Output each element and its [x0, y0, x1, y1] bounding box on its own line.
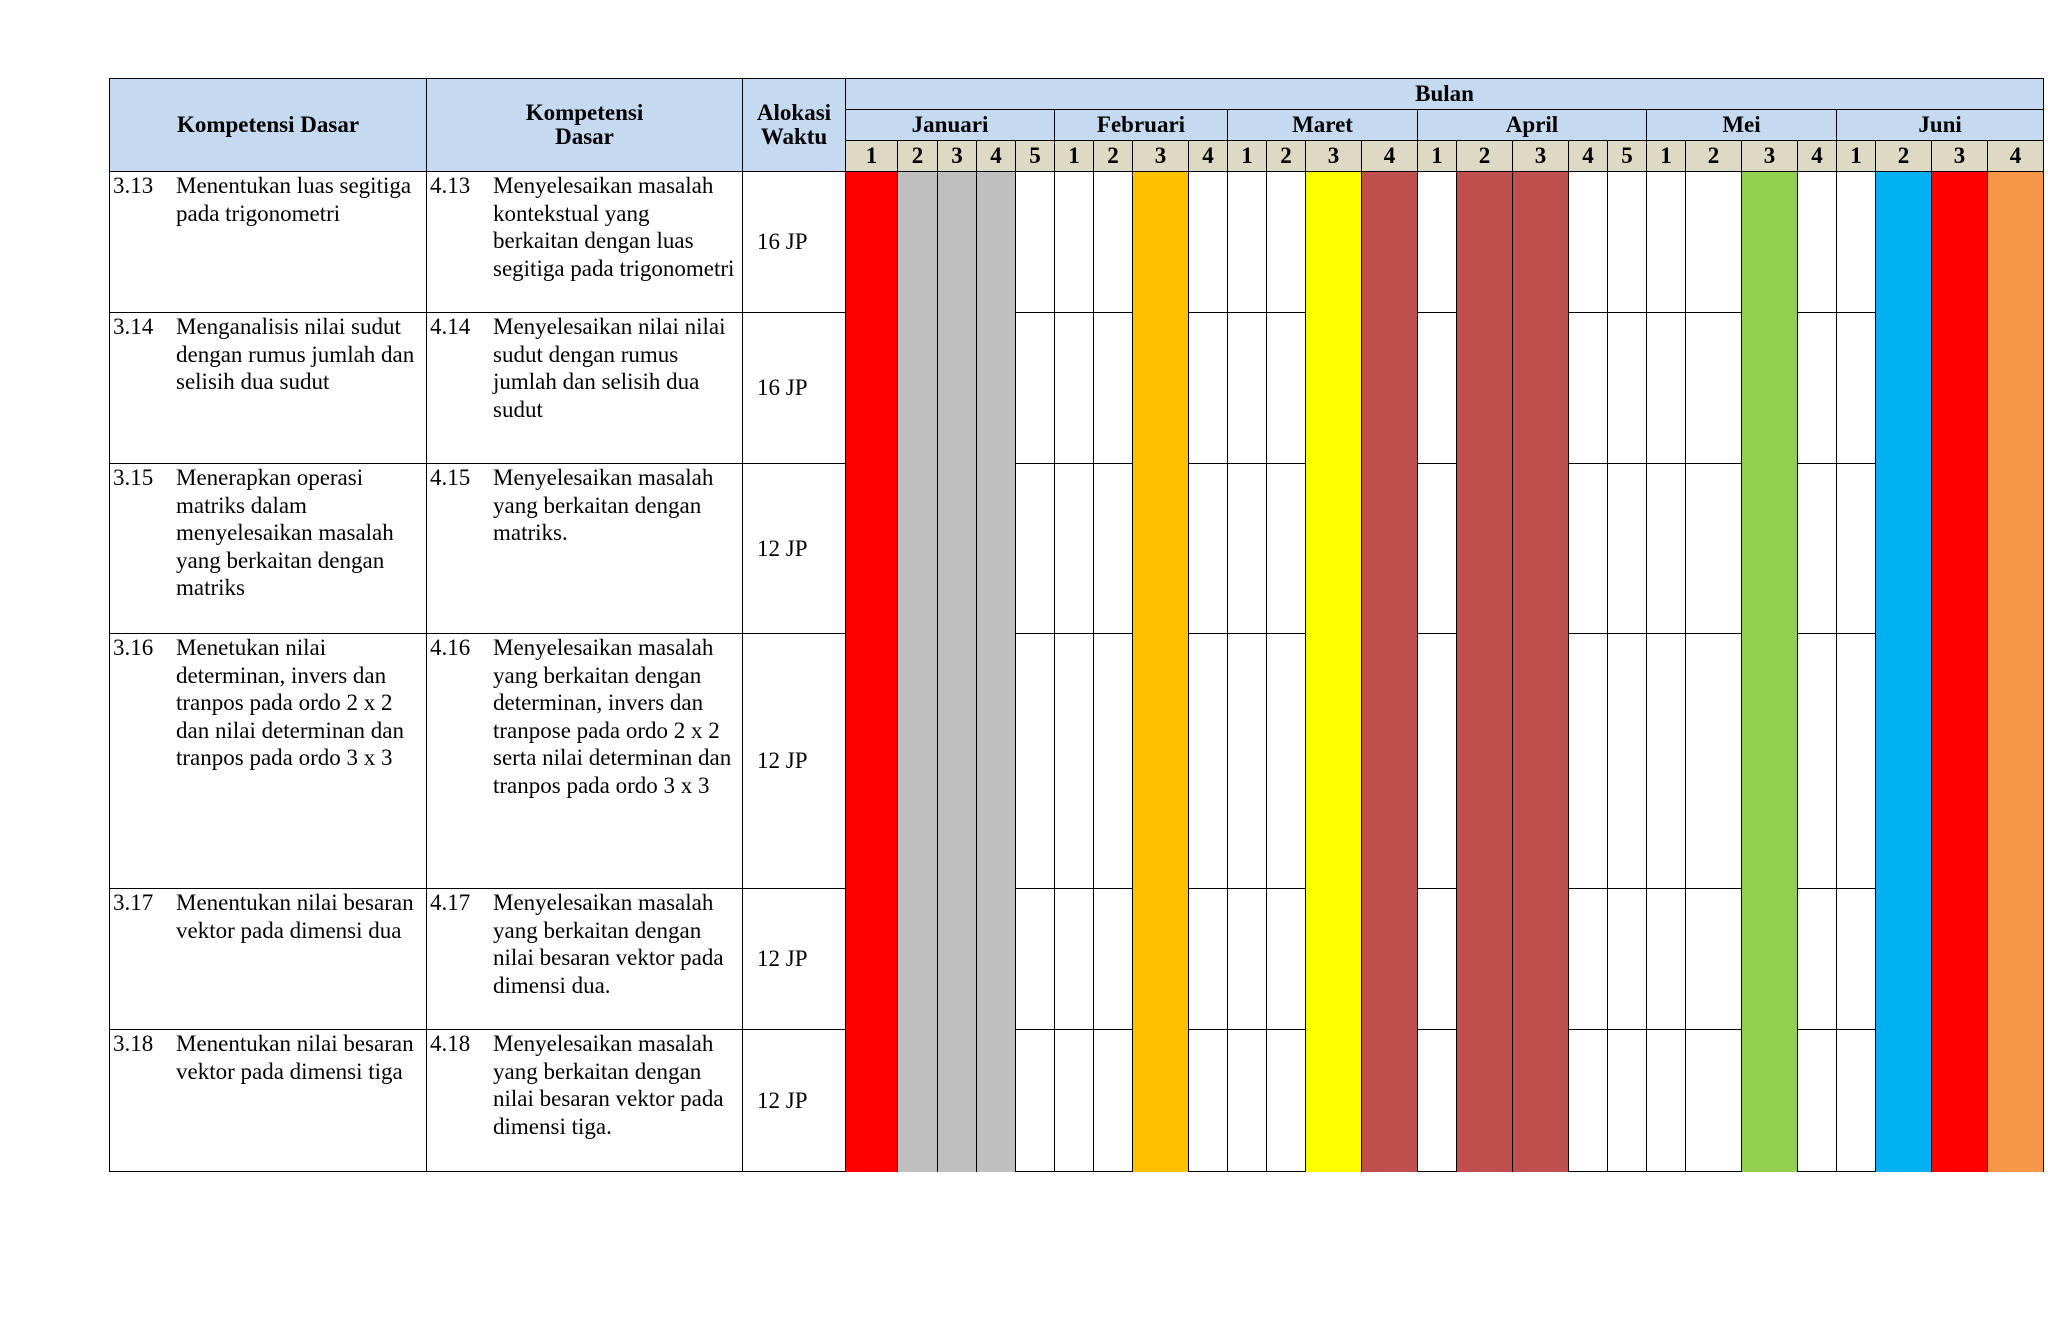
schedule-bar — [1133, 172, 1189, 313]
schedule-bar — [1513, 889, 1569, 1030]
week-cell — [1418, 172, 1457, 313]
schedule-bar — [977, 634, 1016, 889]
week-cell — [1647, 313, 1686, 464]
kd3-cell-text: Menetukan nilai determinan, invers dan tranpos pada ordo 2 x 2 dan nilai determinan dan tranpos pada ordo 3 x 3 — [176, 635, 405, 770]
schedule-bar — [1876, 634, 1932, 889]
month-header: Maret — [1228, 110, 1418, 141]
schedule-bar — [1988, 889, 2044, 1030]
week-cell — [1569, 634, 1608, 889]
kd4-cell — [427, 464, 743, 634]
week-cell — [1418, 1030, 1457, 1172]
schedule-bar — [977, 464, 1016, 634]
kd3-cell — [110, 464, 427, 634]
week-cell — [1055, 313, 1094, 464]
week-cell — [1418, 634, 1457, 889]
week-cell — [1094, 889, 1133, 1030]
week-header: 2 — [1686, 141, 1742, 172]
kd3-cell-number: 3.17 — [113, 890, 154, 915]
schedule-bar — [1932, 313, 1988, 464]
month-header: April — [1418, 110, 1647, 141]
week-cell — [1569, 172, 1608, 313]
schedule-bar — [1742, 634, 1798, 889]
week-cell — [1189, 634, 1228, 889]
week-cell — [1608, 172, 1647, 313]
week-header: 2 — [898, 141, 938, 172]
schedule-bar — [1306, 889, 1362, 1030]
month-header: Mei — [1647, 110, 1837, 141]
week-cell — [1016, 313, 1055, 464]
week-cell — [1837, 889, 1876, 1030]
week-header: 5 — [1608, 141, 1647, 172]
week-header: 3 — [1932, 141, 1988, 172]
kd4-cell-text: Menyelesaikan masalah yang berkaitan dengan determinan, invers dan tranpose pada ordo 2 x 2 serta nilai determinan dan tranpos pada ordo 3 x 3 — [493, 635, 732, 798]
kd3-cell-text: Menentukan luas segitiga pada trigonometri — [176, 173, 412, 226]
week-cell — [1094, 634, 1133, 889]
month-header: Januari — [846, 110, 1055, 141]
schedule-bar — [1988, 464, 2044, 634]
week-cell — [1267, 313, 1306, 464]
week-cell — [1798, 889, 1837, 1030]
week-header: 3 — [1133, 141, 1189, 172]
kd4-cell — [427, 172, 743, 313]
month-header: Februari — [1055, 110, 1228, 141]
schedule-bar — [938, 464, 977, 634]
schedule-bar — [1133, 313, 1189, 464]
schedule-bar — [846, 889, 898, 1030]
kd4-cell-number: 4.16 — [430, 635, 471, 660]
schedule-bar — [1988, 313, 2044, 464]
schedule-bar — [1362, 634, 1418, 889]
kd3-cell — [110, 313, 427, 464]
schedule-bar — [1457, 634, 1513, 889]
week-cell — [1608, 313, 1647, 464]
schedule-bar — [1457, 464, 1513, 634]
kd4-cell-number: 4.15 — [430, 465, 471, 490]
week-cell — [1686, 1030, 1742, 1172]
schedule-bar — [1932, 464, 1988, 634]
table-row — [110, 313, 2044, 464]
schedule-bar — [938, 634, 977, 889]
week-cell — [1267, 1030, 1306, 1172]
alokasi-header — [743, 79, 846, 172]
kd4-cell-text: Menyelesaikan masalah kontekstual yang berkaitan dengan luas segitiga pada trigonometri — [493, 173, 735, 281]
week-cell — [1228, 464, 1267, 634]
week-cell — [1837, 634, 1876, 889]
week-cell — [1267, 634, 1306, 889]
schedule-bar — [1457, 313, 1513, 464]
kd4-cell-number: 4.14 — [430, 314, 471, 339]
week-cell — [1798, 313, 1837, 464]
schedule-table — [109, 78, 2044, 1172]
week-header: 1 — [1055, 141, 1094, 172]
alokasi-cell: 16 JP — [743, 313, 846, 464]
kd4-cell-number: 4.18 — [430, 1031, 471, 1056]
schedule-bar — [1513, 634, 1569, 889]
week-cell — [1686, 634, 1742, 889]
week-cell — [1228, 889, 1267, 1030]
week-header: 5 — [1016, 141, 1055, 172]
schedule-bar — [1457, 889, 1513, 1030]
week-cell — [1608, 1030, 1647, 1172]
week-cell — [1798, 172, 1837, 313]
week-cell — [1686, 172, 1742, 313]
schedule-bar — [1513, 313, 1569, 464]
kd3-cell-number: 3.15 — [113, 465, 154, 490]
week-cell — [1055, 464, 1094, 634]
week-cell — [1055, 1030, 1094, 1172]
schedule-bar — [846, 313, 898, 464]
schedule-bar — [1513, 464, 1569, 634]
week-header: 2 — [1094, 141, 1133, 172]
schedule-bar — [846, 1030, 898, 1172]
week-cell — [1094, 313, 1133, 464]
kd4-cell — [427, 313, 743, 464]
week-cell — [1016, 464, 1055, 634]
schedule-bar — [1932, 1030, 1988, 1172]
schedule-bar — [1133, 634, 1189, 889]
schedule-bar — [1876, 172, 1932, 313]
schedule-bar — [898, 172, 938, 313]
schedule-bar — [1457, 1030, 1513, 1172]
kd3-cell-text: Menentukan nilai besaran vektor pada dimensi dua — [176, 890, 414, 943]
schedule-bar — [1133, 889, 1189, 1030]
schedule-bar — [1457, 172, 1513, 313]
schedule-bar — [1362, 889, 1418, 1030]
week-header: 1 — [846, 141, 898, 172]
week-header: 4 — [977, 141, 1016, 172]
week-cell — [1608, 889, 1647, 1030]
week-cell — [1228, 313, 1267, 464]
week-cell — [1189, 172, 1228, 313]
kd3-cell — [110, 889, 427, 1030]
kd3-cell-number: 3.14 — [113, 314, 154, 339]
week-header: 4 — [1569, 141, 1608, 172]
schedule-bar — [898, 889, 938, 1030]
week-cell — [1569, 1030, 1608, 1172]
week-cell — [1837, 1030, 1876, 1172]
schedule-bar — [1306, 1030, 1362, 1172]
week-cell — [1228, 1030, 1267, 1172]
schedule-bar — [1362, 1030, 1418, 1172]
week-cell — [1647, 464, 1686, 634]
kd3-cell-text: Menentukan nilai besaran vektor pada dimensi tiga — [176, 1031, 414, 1084]
week-header: 4 — [1798, 141, 1837, 172]
week-cell — [1686, 313, 1742, 464]
schedule-bar — [1133, 464, 1189, 634]
week-cell — [1686, 889, 1742, 1030]
week-cell — [1647, 634, 1686, 889]
kd3-cell — [110, 634, 427, 889]
table-row — [110, 889, 2044, 1030]
week-cell — [1798, 1030, 1837, 1172]
week-header: 3 — [938, 141, 977, 172]
week-cell — [1798, 464, 1837, 634]
kd4-cell-text: Menyelesaikan nilai nilai sudut dengan rumus jumlah dan selisih dua sudut — [493, 314, 726, 422]
week-header: 1 — [1837, 141, 1876, 172]
week-cell — [1016, 634, 1055, 889]
week-header: 1 — [1228, 141, 1267, 172]
kd4-cell — [427, 889, 743, 1030]
week-cell — [1055, 634, 1094, 889]
week-cell — [1055, 889, 1094, 1030]
week-cell — [1608, 464, 1647, 634]
week-cell — [1094, 1030, 1133, 1172]
kd4-cell-number: 4.17 — [430, 890, 471, 915]
schedule-bar — [898, 313, 938, 464]
week-cell — [1569, 889, 1608, 1030]
week-cell — [1267, 172, 1306, 313]
schedule-bar — [938, 1030, 977, 1172]
kd4-header — [427, 79, 743, 172]
table-row — [110, 172, 2044, 313]
week-header: 3 — [1513, 141, 1569, 172]
schedule-bar — [1306, 172, 1362, 313]
schedule-bar — [977, 172, 1016, 313]
week-cell — [1267, 889, 1306, 1030]
schedule-bar — [1742, 464, 1798, 634]
week-header: 3 — [1742, 141, 1798, 172]
week-cell — [1569, 464, 1608, 634]
week-cell — [1189, 889, 1228, 1030]
kd4-cell — [427, 634, 743, 889]
kd3-cell-number: 3.13 — [113, 173, 154, 198]
week-cell — [1016, 889, 1055, 1030]
schedule-bar — [1362, 172, 1418, 313]
schedule-bar — [1932, 172, 1988, 313]
week-cell — [1837, 464, 1876, 634]
schedule-bar — [1876, 1030, 1932, 1172]
bulan-header: Bulan — [846, 79, 2044, 110]
schedule-bar — [898, 634, 938, 889]
week-cell — [1418, 464, 1457, 634]
alokasi-cell: 12 JP — [743, 1030, 846, 1172]
schedule-bar — [846, 172, 898, 313]
week-header: 2 — [1457, 141, 1513, 172]
schedule-bar — [1133, 1030, 1189, 1172]
schedule-bar — [898, 464, 938, 634]
kd4-cell-number: 4.13 — [430, 173, 471, 198]
schedule-bar — [1362, 464, 1418, 634]
schedule-bar — [938, 313, 977, 464]
schedule-bar — [1513, 1030, 1569, 1172]
week-cell — [1016, 1030, 1055, 1172]
table-row — [110, 464, 2044, 634]
week-cell — [1647, 1030, 1686, 1172]
schedule-bar — [977, 313, 1016, 464]
kd4-cell-text: Menyelesaikan masalah yang berkaitan dengan nilai besaran vektor pada dimensi tiga. — [493, 1031, 724, 1139]
kd3-cell-number: 3.18 — [113, 1031, 154, 1056]
schedule-bar — [1742, 1030, 1798, 1172]
week-header: 4 — [1189, 141, 1228, 172]
week-cell — [1837, 313, 1876, 464]
week-cell — [1189, 1030, 1228, 1172]
schedule-bar — [1932, 634, 1988, 889]
schedule-bar — [1988, 634, 2044, 889]
kd3-cell — [110, 172, 427, 313]
kd4-header-label: Kompetensi Dasar — [525, 99, 644, 149]
schedule-bar — [846, 464, 898, 634]
schedule-bar — [938, 172, 977, 313]
week-header: 2 — [1267, 141, 1306, 172]
schedule-bar — [1988, 1030, 2044, 1172]
schedule-bar — [1306, 464, 1362, 634]
month-header: Juni — [1837, 110, 2044, 141]
schedule-bar — [1876, 889, 1932, 1030]
week-cell — [1647, 172, 1686, 313]
week-header: 4 — [1988, 141, 2044, 172]
schedule-bar — [938, 889, 977, 1030]
schedule-bar — [1988, 172, 2044, 313]
kd4-cell-text: Menyelesaikan masalah yang berkaitan dengan nilai besaran vektor pada dimensi dua. — [493, 890, 724, 998]
week-cell — [1798, 634, 1837, 889]
schedule-bar — [977, 889, 1016, 1030]
week-header: 1 — [1418, 141, 1457, 172]
schedule-bar — [1513, 172, 1569, 313]
week-header: 3 — [1306, 141, 1362, 172]
week-cell — [1055, 172, 1094, 313]
schedule-bar — [1306, 313, 1362, 464]
kd3-cell — [110, 1030, 427, 1172]
schedule-bar — [1742, 889, 1798, 1030]
schedule-bar — [1742, 313, 1798, 464]
alokasi-cell: 12 JP — [743, 464, 846, 634]
schedule-bar — [1876, 313, 1932, 464]
schedule-bar — [846, 634, 898, 889]
kd4-cell — [427, 1030, 743, 1172]
schedule-bar — [1742, 172, 1798, 313]
week-cell — [1094, 172, 1133, 313]
kd3-header: Kompetensi Dasar — [110, 79, 427, 172]
kd3-cell-number: 3.16 — [113, 635, 154, 660]
week-header: 2 — [1876, 141, 1932, 172]
week-cell — [1837, 172, 1876, 313]
alokasi-header-label: Alokasi Waktu — [756, 99, 832, 149]
week-cell — [1608, 634, 1647, 889]
week-cell — [1228, 172, 1267, 313]
week-cell — [1418, 889, 1457, 1030]
kd3-cell-text: Menganalisis nilai sudut dengan rumus jumlah dan selisih dua sudut — [176, 314, 415, 394]
week-cell — [1418, 313, 1457, 464]
schedule-bar — [1876, 464, 1932, 634]
kd3-cell-text: Menerapkan operasi matriks dalam menyelesaikan masalah yang berkaitan dengan matriks — [176, 465, 394, 600]
kd4-cell-text: Menyelesaikan masalah yang berkaitan dengan matriks. — [493, 465, 714, 545]
week-cell — [1189, 313, 1228, 464]
week-cell — [1267, 464, 1306, 634]
week-cell — [1189, 464, 1228, 634]
alokasi-cell: 12 JP — [743, 634, 846, 889]
schedule-bar — [898, 1030, 938, 1172]
week-cell — [1094, 464, 1133, 634]
schedule-bar — [1362, 313, 1418, 464]
week-header: 4 — [1362, 141, 1418, 172]
table-row — [110, 634, 2044, 889]
week-cell — [1569, 313, 1608, 464]
table-row — [110, 1030, 2044, 1172]
alokasi-cell: 16 JP — [743, 172, 846, 313]
week-cell — [1647, 889, 1686, 1030]
schedule-bar — [1932, 889, 1988, 1030]
week-cell — [1016, 172, 1055, 313]
schedule-bar — [977, 1030, 1016, 1172]
week-cell — [1228, 634, 1267, 889]
schedule-bar — [1306, 634, 1362, 889]
alokasi-cell: 12 JP — [743, 889, 846, 1030]
week-cell — [1686, 464, 1742, 634]
week-header: 1 — [1647, 141, 1686, 172]
